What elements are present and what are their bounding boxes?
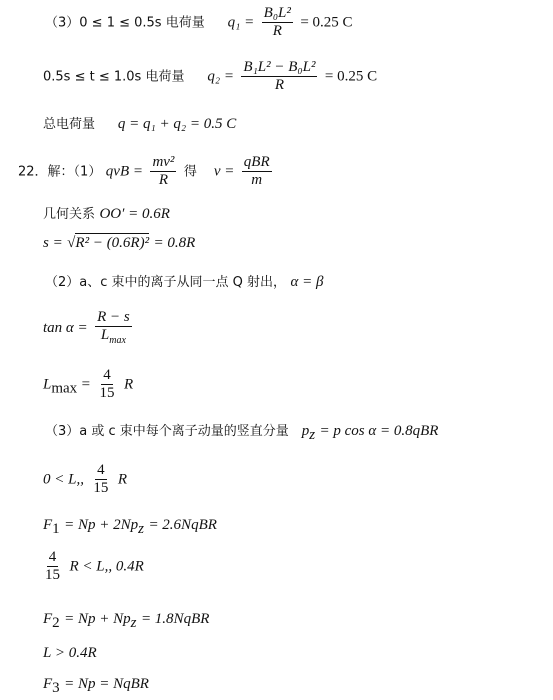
q2-numerator: B₁L² − B₀L² <box>243 59 316 75</box>
tan-numerator: R − s <box>97 309 130 325</box>
range1-numerator: 4 <box>97 462 105 478</box>
q2-lhs: q₂ = <box>207 68 234 85</box>
lmax-line <box>43 368 133 401</box>
centripetal-fraction <box>150 155 176 188</box>
f2-sub: 2 <box>52 614 60 631</box>
f2-result: = 1.8NqBR <box>140 611 210 627</box>
lmax-R: R <box>124 376 134 393</box>
s-lhs: s = <box>43 235 63 251</box>
tan-lhs: tan α = <box>43 320 88 336</box>
lmax-denominator: 15 <box>99 385 115 401</box>
f3-F: F <box>43 676 53 692</box>
velocity-numerator: qBR <box>243 154 270 170</box>
tan-den-sub: max <box>109 335 126 346</box>
pz-p: p <box>301 423 310 439</box>
range2-numerator: 4 <box>48 549 57 565</box>
total-charge-line <box>43 117 236 132</box>
s-result: = 0.8R <box>153 235 196 251</box>
problem-22-part1-line <box>18 155 275 188</box>
q1-fraction <box>262 6 293 39</box>
lmax-sub: max <box>51 380 78 397</box>
range2-rest: R < L,, 0.4R <box>69 558 144 575</box>
centripetal-numerator: mv² <box>152 154 175 170</box>
f2-F: F <box>43 611 53 627</box>
range3-line <box>43 646 97 661</box>
f1-line <box>43 518 217 537</box>
q1-denominator: R <box>272 23 282 39</box>
range3-equation: L > 0.4R <box>43 645 97 661</box>
tan-fraction <box>95 310 132 346</box>
part3-label: （3）a 或 c 束中每个离子动量的竖直分量 <box>45 424 289 439</box>
range2-line <box>40 550 144 583</box>
velocity-lhs: v = <box>213 163 235 180</box>
f1-F: F <box>43 517 53 533</box>
q2-denominator: R <box>274 77 285 93</box>
total-charge-label: 总电荷量 <box>43 117 96 132</box>
part3-line <box>45 424 438 443</box>
s-line <box>43 236 195 251</box>
lmax-eq-sign: = <box>81 376 91 393</box>
part2-line <box>45 275 323 290</box>
range1-lhs: 0 < L,, <box>43 471 84 488</box>
total-charge-equation: q = q₁ + q₂ = 0.5 C <box>117 116 237 132</box>
pz-rest: = p cos α = 0.8qBR <box>319 423 439 439</box>
sqrt-sign: √ <box>67 235 76 251</box>
geometry-equation: OO′ = 0.6R <box>99 206 170 222</box>
problem-22-label: 22．解：（1） <box>18 164 102 180</box>
tan-denominator <box>99 327 128 346</box>
pz-sub: z <box>309 426 316 443</box>
f3-eq: = Np = NqBR <box>64 676 149 692</box>
tan-line <box>43 310 135 346</box>
lmax-L: L <box>43 376 52 393</box>
f1-eq-sub: z <box>138 520 144 537</box>
f2-eq: = Np + Np <box>64 611 131 627</box>
range2-denominator: 15 <box>45 567 60 583</box>
charge-q2-label: 0.5s ≤ t ≤ 1.0s 电荷量 <box>43 69 185 85</box>
geometry-line <box>43 207 170 222</box>
range1-line <box>43 463 127 496</box>
range1-R: R <box>117 471 128 488</box>
force-balance-lhs: qvB = <box>105 163 143 180</box>
f2-eq-sub: z <box>130 614 137 631</box>
f3-line <box>43 677 149 696</box>
f1-sub: 1 <box>52 520 60 537</box>
f1-eq: = Np + 2Np <box>64 517 139 533</box>
range1-fraction <box>91 463 110 496</box>
charge-q2-line <box>43 60 377 93</box>
tan-den-L: L <box>100 327 110 343</box>
charge-q1-label: （3）0 ≤ 1 ≤ 0.5s 电荷量 <box>45 15 205 31</box>
f3-sub: 3 <box>52 679 60 696</box>
centripetal-denominator: R <box>158 172 169 188</box>
sqrt-radicand: R² − (0.6R)² <box>75 235 150 251</box>
f2-line <box>43 612 209 631</box>
q1-result: = 0.25 C <box>300 14 353 31</box>
f1-result: = 2.6NqBR <box>148 517 217 533</box>
range1-denominator: 15 <box>93 480 109 496</box>
range2-fraction <box>43 550 62 583</box>
q2-result: = 0.25 C <box>324 68 378 85</box>
derive-word: 得 <box>183 164 197 180</box>
part2-label: （2）a、c 束中的离子从同一点 Q 射出， <box>45 275 287 290</box>
velocity-denominator: m <box>251 172 263 188</box>
charge-q1-line <box>45 6 353 39</box>
alpha-beta-equation: α = β <box>290 274 324 290</box>
q1-numerator: B₀L² <box>263 5 291 21</box>
q2-fraction <box>241 60 317 93</box>
lmax-fraction <box>98 368 117 401</box>
geometry-label: 几何关系 <box>43 207 96 222</box>
velocity-fraction <box>242 155 272 188</box>
q1-lhs: q₁ = <box>227 14 255 31</box>
lmax-numerator: 4 <box>103 367 111 383</box>
